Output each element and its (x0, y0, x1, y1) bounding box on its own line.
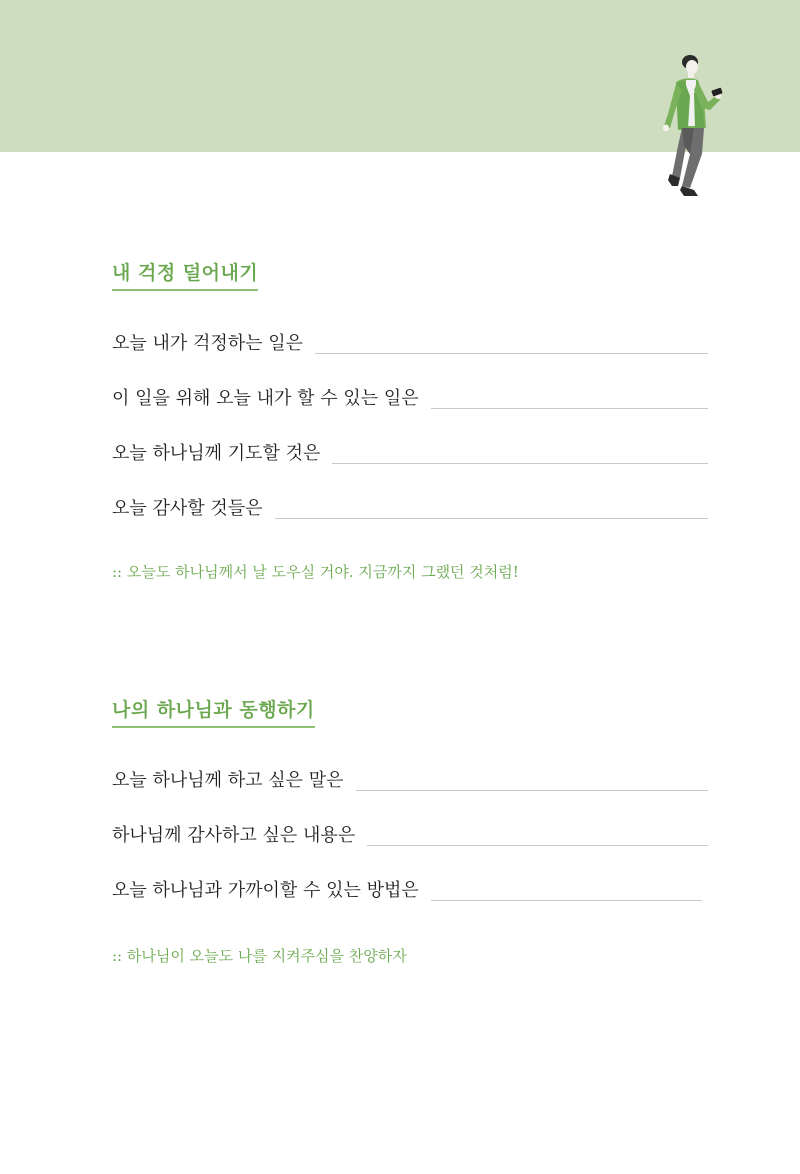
prompt-label: 이 일을 위해 오늘 내가 할 수 있는 일은 (112, 388, 419, 409)
prompt-row (112, 383, 708, 411)
walking-person-with-phone-icon (650, 50, 730, 202)
prompt-row (112, 875, 702, 903)
section-title: 나의 하나님과 동행하기 (112, 695, 315, 728)
section-worry-release (112, 258, 708, 588)
answer-line[interactable] (367, 844, 708, 846)
answer-line[interactable] (332, 462, 708, 464)
prompt-label: 오늘 하나님께 기도할 것은 (112, 443, 321, 464)
prompt-label: 오늘 내가 걱정하는 일은 (112, 333, 304, 354)
answer-line[interactable] (431, 407, 708, 409)
answer-line[interactable] (315, 352, 708, 354)
answer-line[interactable] (356, 789, 708, 791)
prompt-label: 오늘 하나님과 가까이할 수 있는 방법은 (112, 880, 419, 901)
prompt-label: 오늘 하나님께 하고 싶은 말은 (112, 770, 344, 791)
answer-line[interactable] (431, 899, 702, 901)
prompt-row (112, 493, 708, 521)
encouragement-note: :: 하나님이 오늘도 나를 지켜주심을 찬양하자 (112, 947, 407, 965)
prompt-row (112, 765, 708, 793)
prompt-row (112, 438, 708, 466)
prompt-row (112, 328, 708, 356)
prompt-label: 하나님께 감사하고 싶은 내용은 (112, 825, 356, 846)
section-title: 내 걱정 덜어내기 (112, 258, 258, 291)
prompt-row (112, 820, 708, 848)
answer-line[interactable] (275, 517, 708, 519)
section-walk-with-god (112, 695, 708, 985)
encouragement-note: :: 오늘도 하나님께서 날 도우실 거야. 지금까지 그랬던 것처럼! (112, 563, 519, 581)
prompt-label: 오늘 감사할 것들은 (112, 498, 263, 519)
